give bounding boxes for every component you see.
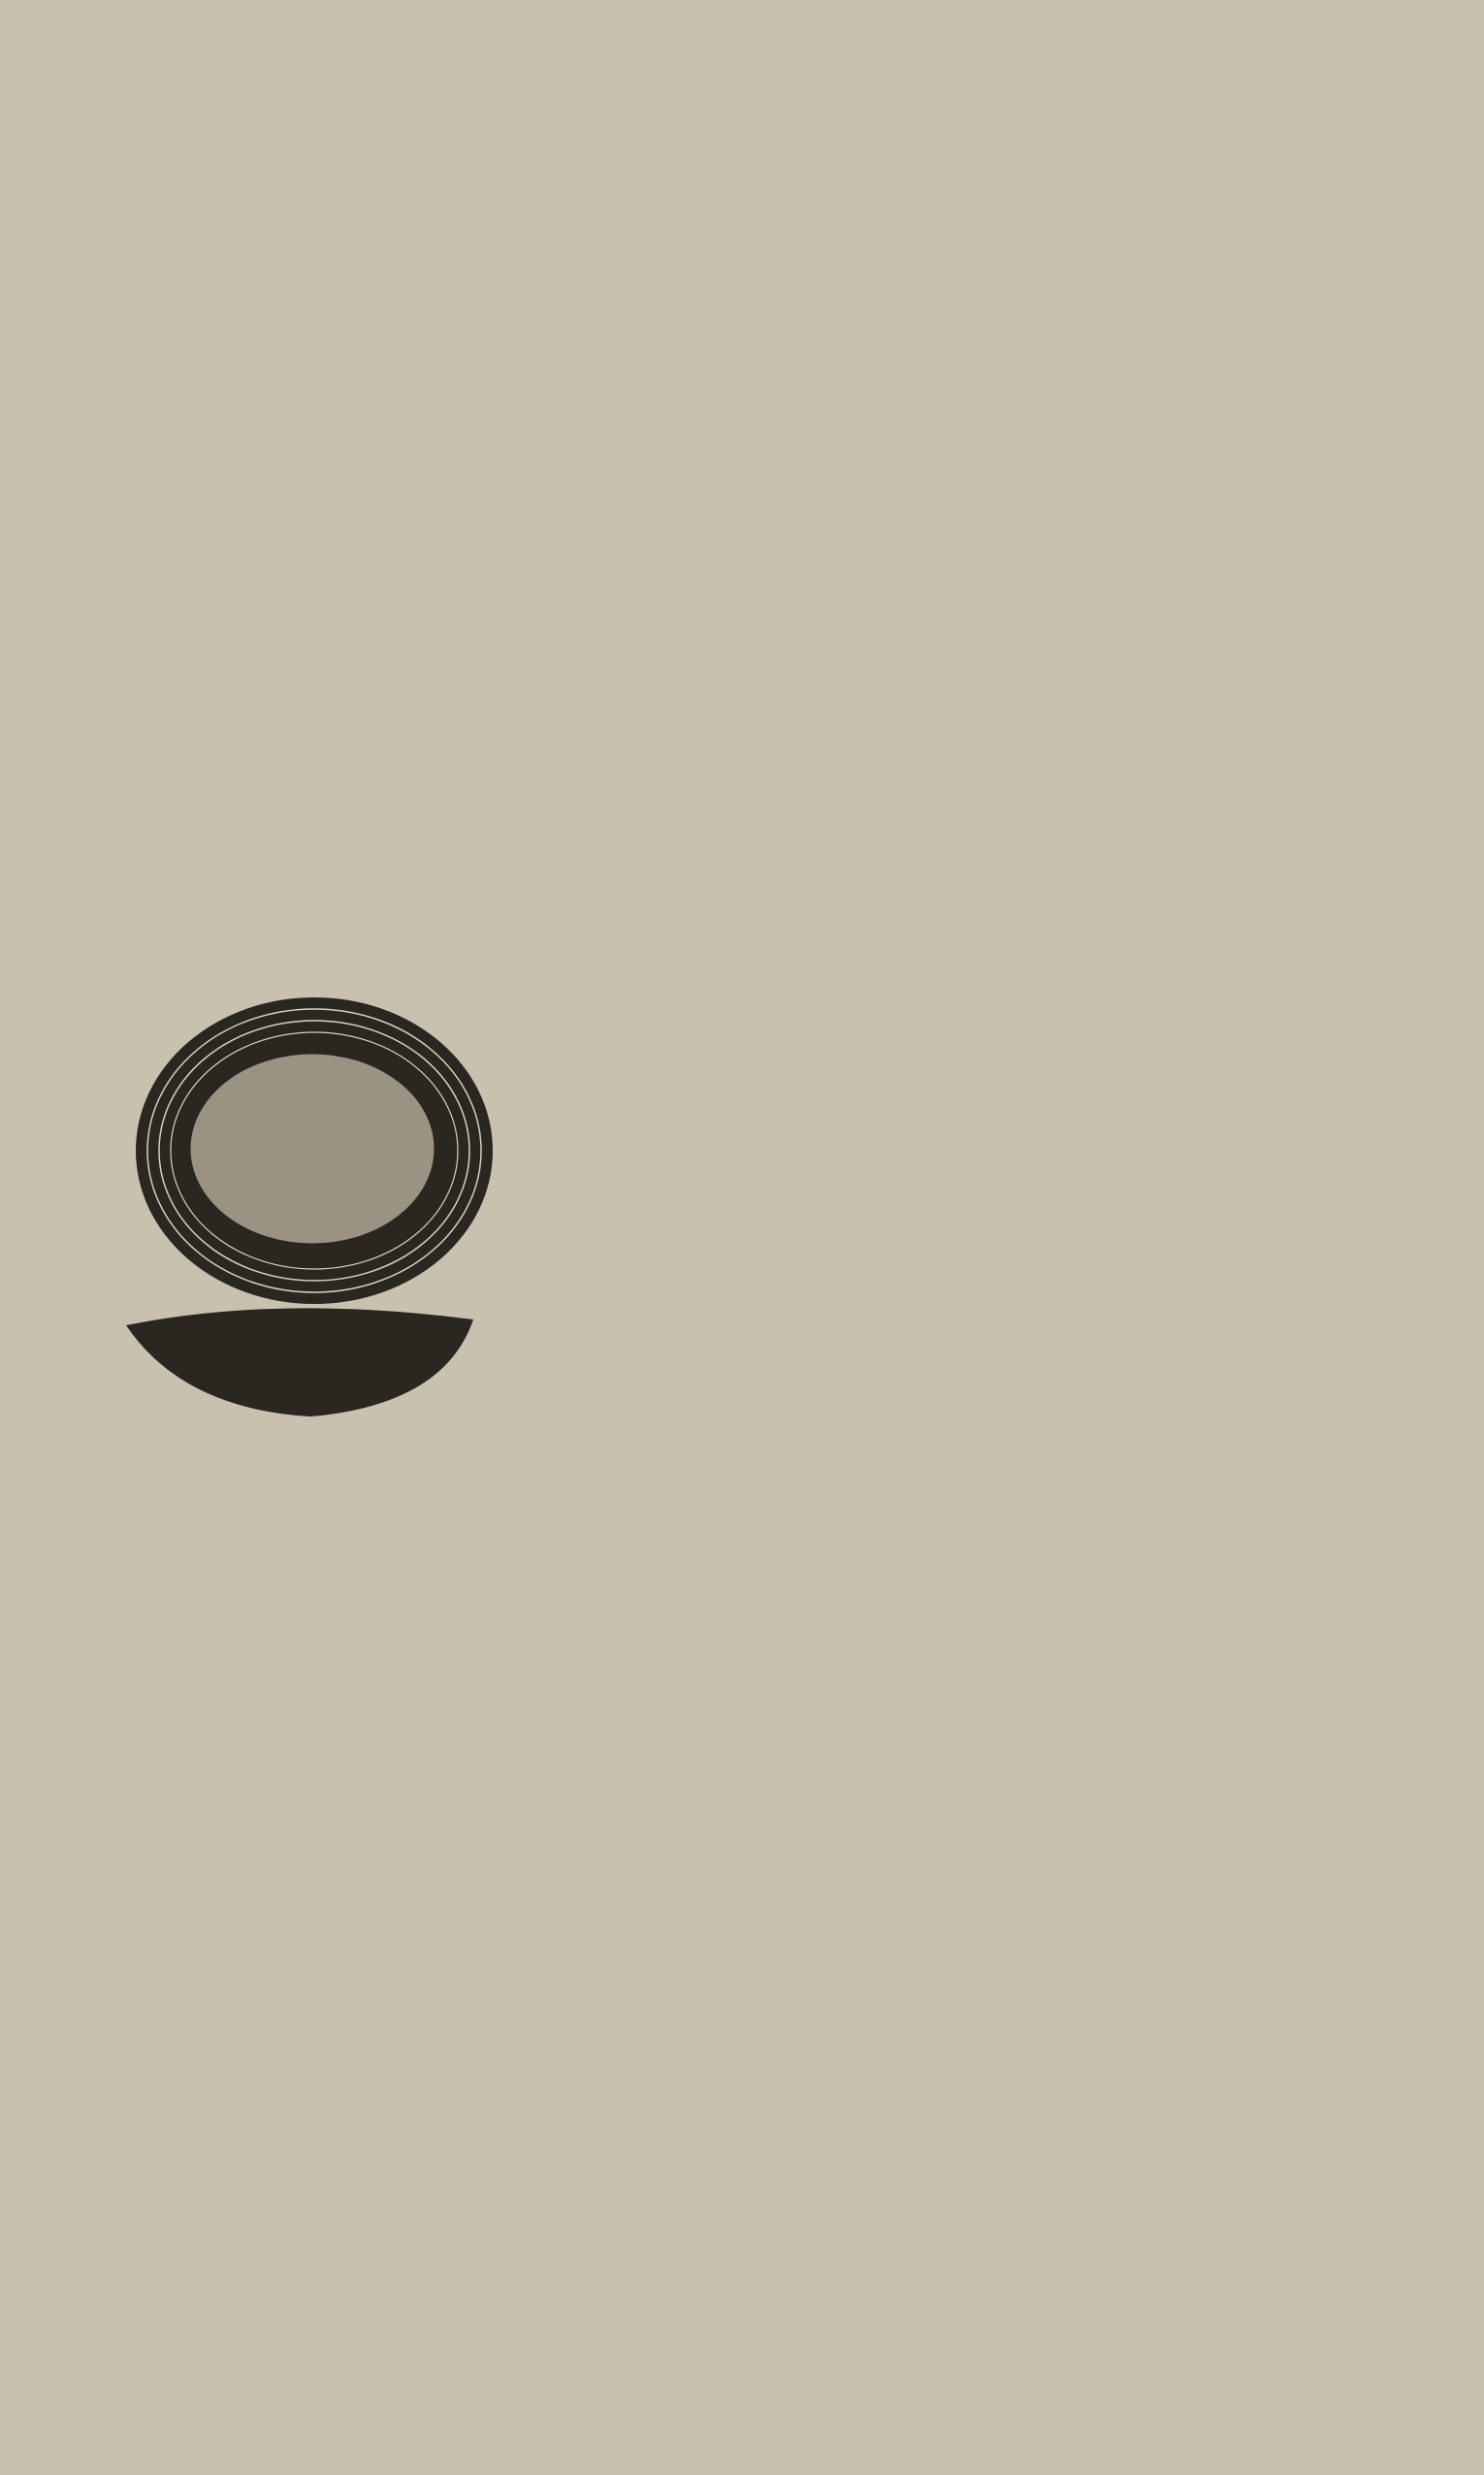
- bomb-side-view: [126, 1308, 473, 1417]
- bomb-woodcut-illustration: [56, 978, 549, 1444]
- running-head: [0, 25, 1484, 83]
- bomb-top-view: [136, 997, 493, 1304]
- figure-4: [56, 978, 549, 1647]
